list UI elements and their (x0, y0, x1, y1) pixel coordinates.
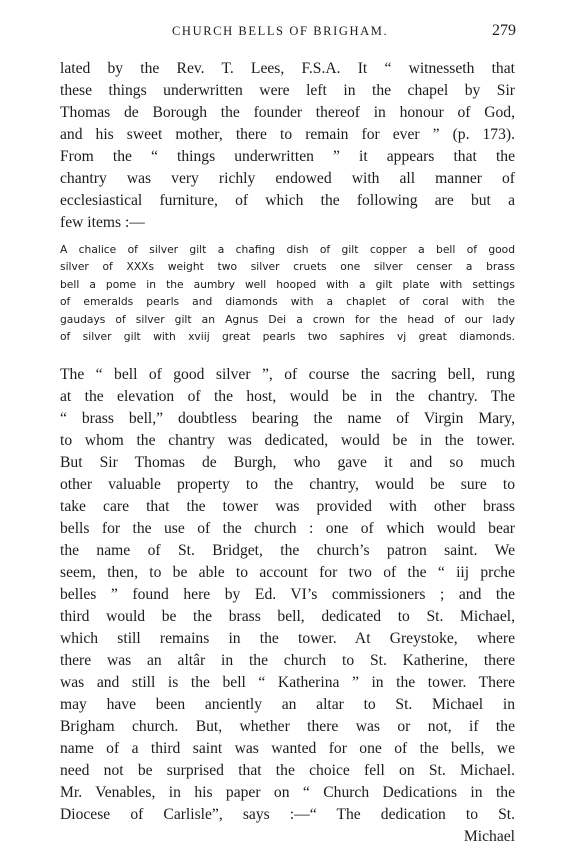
text-line: there was an altâr in the church to St. Katherine, there (60, 652, 515, 669)
text-line: Brigham church. But, whether there was or not, if the (60, 718, 515, 735)
paragraph-2 (60, 364, 515, 848)
quote-line: gaudays of silver gilt an Agnus Dei a crown for the head of our lady (60, 312, 515, 326)
text-line: Diocese of Carlisle”, says :—“ The dedication to St. (60, 806, 515, 823)
text-line: need not be surprised that the choice fell on St. Michael. (60, 762, 515, 779)
text-line: may have been anciently an altar to St. Michael in (60, 696, 515, 713)
page-number: 279 (492, 22, 516, 39)
quote-line: A chalice of silver gilt a chafing dish of gilt copper a bell of good (60, 243, 515, 256)
text-line: third would be the brass bell, dedicated to St. Michael, (60, 608, 515, 625)
page-header (58, 24, 516, 46)
quote-line: of emeralds pearls and diamonds with a chaplet of coral with the (60, 295, 515, 309)
text-line: belles ” found here by Ed. VI’s commissioners ; and the (60, 586, 515, 603)
text-line: to whom the chantry was dedicated, would be in the tower. (60, 432, 515, 449)
text-line: But Sir Thomas de Burgh, who gave it and so much (60, 454, 515, 471)
quote-line: bell a pome in the aumbry well hooped with a gilt plate with settings (60, 277, 515, 291)
text-line: other valuable property to the chantry, would be sure to (60, 476, 515, 493)
text-line: was and still is the bell “ Katherina ” in the tower. There (60, 674, 515, 691)
text-line: “ brass bell,” doubtless bearing the name of Virgin Mary, (60, 410, 515, 427)
text-line: these things underwritten were left in the chapel by Sir (60, 82, 515, 99)
text-line: the name of St. Bridget, the church’s patron saint. We (60, 542, 515, 559)
text-line: and his sweet mother, there to remain for ever ” (p. 173). (60, 126, 515, 143)
text-line: seem, then, to be able to account for two of the “ iij prche (60, 564, 515, 581)
running-head: CHURCH BELLS OF BRIGHAM. (172, 24, 389, 38)
text-line: The “ bell of good silver ”, of course the sacring bell, rung (60, 366, 515, 383)
quote-line: silver of XXXs weight two silver cruets one silver censer a brass (60, 260, 515, 274)
text-line: From the “ things underwritten ” it appears that the (60, 148, 515, 165)
text-line: ecclesiastical furniture, of which the following are but a (60, 192, 515, 209)
text-line: at the elevation of the host, would be in the chantry. The (60, 388, 515, 405)
quote-line: of silver gilt with xviij great pearls two saphires vj great diamonds. (60, 329, 515, 343)
text-line: few items :— (60, 214, 145, 231)
text-line: name of a third saint was wanted for one of the bells, we (60, 740, 515, 757)
text-line: take care that the tower was provided with other brass (60, 498, 515, 515)
text-line: lated by the Rev. T. Lees, F.S.A. It “ witnesseth that (60, 60, 515, 77)
paragraph-1 (60, 58, 515, 234)
text-line: chantry was very richly endowed with all manner of (60, 170, 515, 187)
text-line: Mr. Venables, in his paper on “ Church Dedications in the (60, 784, 515, 801)
text-line: Thomas de Borough the founder thereof in honour of God, (60, 104, 515, 121)
inventory-quotation (60, 241, 515, 345)
catchword: Michael (463, 828, 515, 845)
text-line: bells for the use of the church : one of which would bear (60, 520, 515, 537)
text-line: which still remains in the tower. At Greystoke, where (60, 630, 515, 647)
